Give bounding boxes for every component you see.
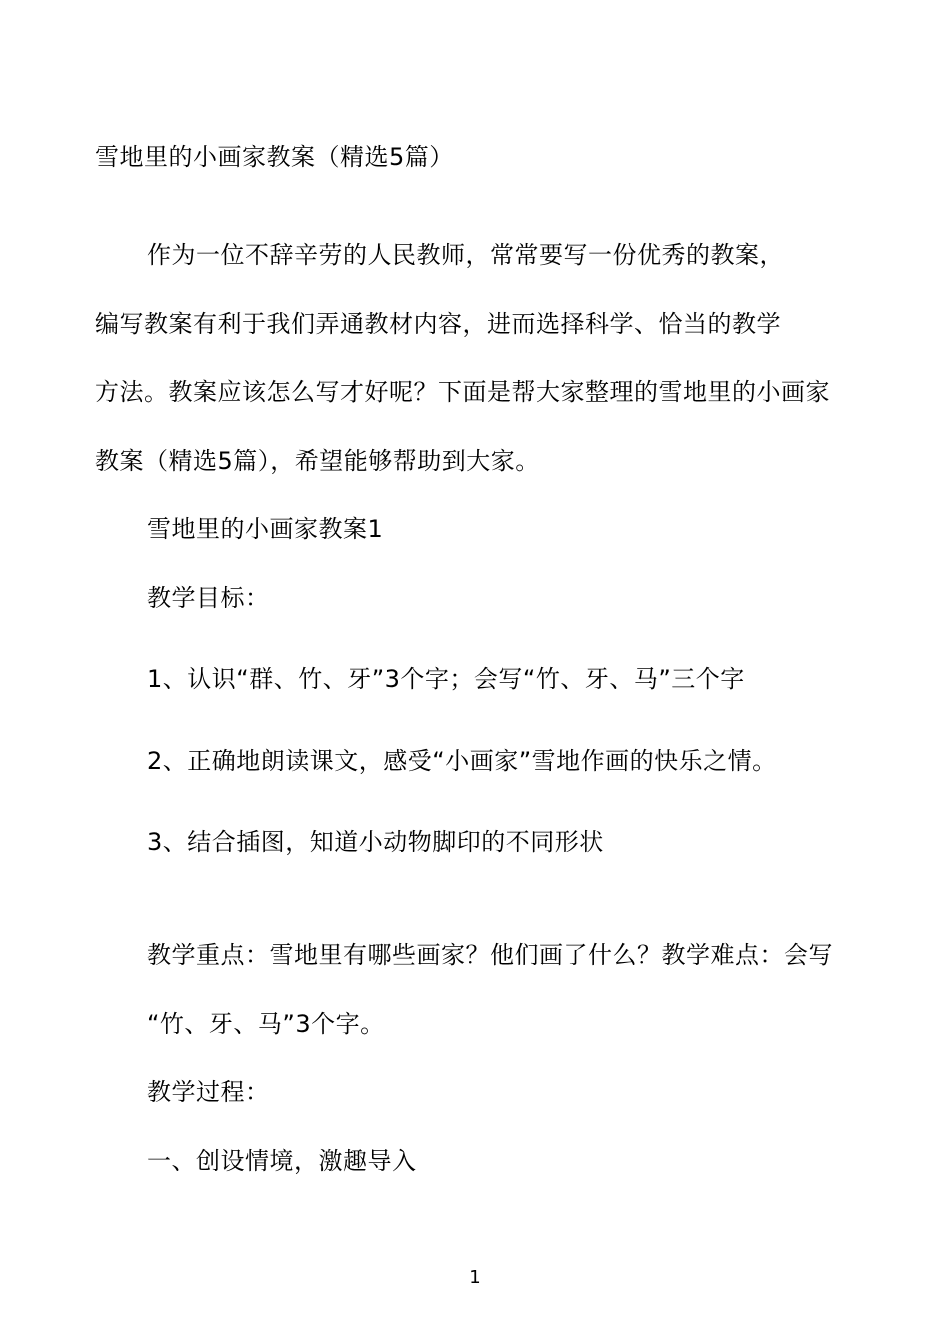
- goal-item-2: 2、正确地朗读课文，感受“小画家”雪地作画的快乐之情。: [147, 747, 777, 775]
- process-heading: 教学过程：: [147, 1078, 270, 1106]
- key-points-line-1: 教学重点：雪地里有哪些画家？他们画了什么？教学难点：会写: [147, 941, 833, 969]
- document-title: 雪地里的小画家教案（精选5篇）: [95, 143, 454, 171]
- intro-line-3: 方法。教案应该怎么写才好呢？下面是帮大家整理的雪地里的小画家: [95, 378, 830, 406]
- intro-line-1: 作为一位不辞辛劳的人民教师，常常要写一份优秀的教案，: [147, 241, 784, 269]
- intro-line-4: 教案（精选5篇），希望能够帮助到大家。: [95, 447, 540, 475]
- goal-item-1: 1、认识“群、竹、牙”3个字；会写“竹、牙、马”三个字: [147, 665, 745, 693]
- step-one-heading: 一、创设情境，激趣导入: [147, 1147, 417, 1175]
- page-number: 1: [469, 1267, 481, 1288]
- goal-item-3: 3、结合插图，知道小动物脚印的不同形状: [147, 828, 604, 856]
- intro-line-2: 编写教案有利于我们弄通教材内容，进而选择科学、恰当的教学: [95, 310, 781, 338]
- goals-heading: 教学目标：: [147, 584, 270, 612]
- key-points-line-2: “竹、牙、马”3个字。: [147, 1010, 385, 1038]
- section-title: 雪地里的小画家教案1: [147, 515, 384, 543]
